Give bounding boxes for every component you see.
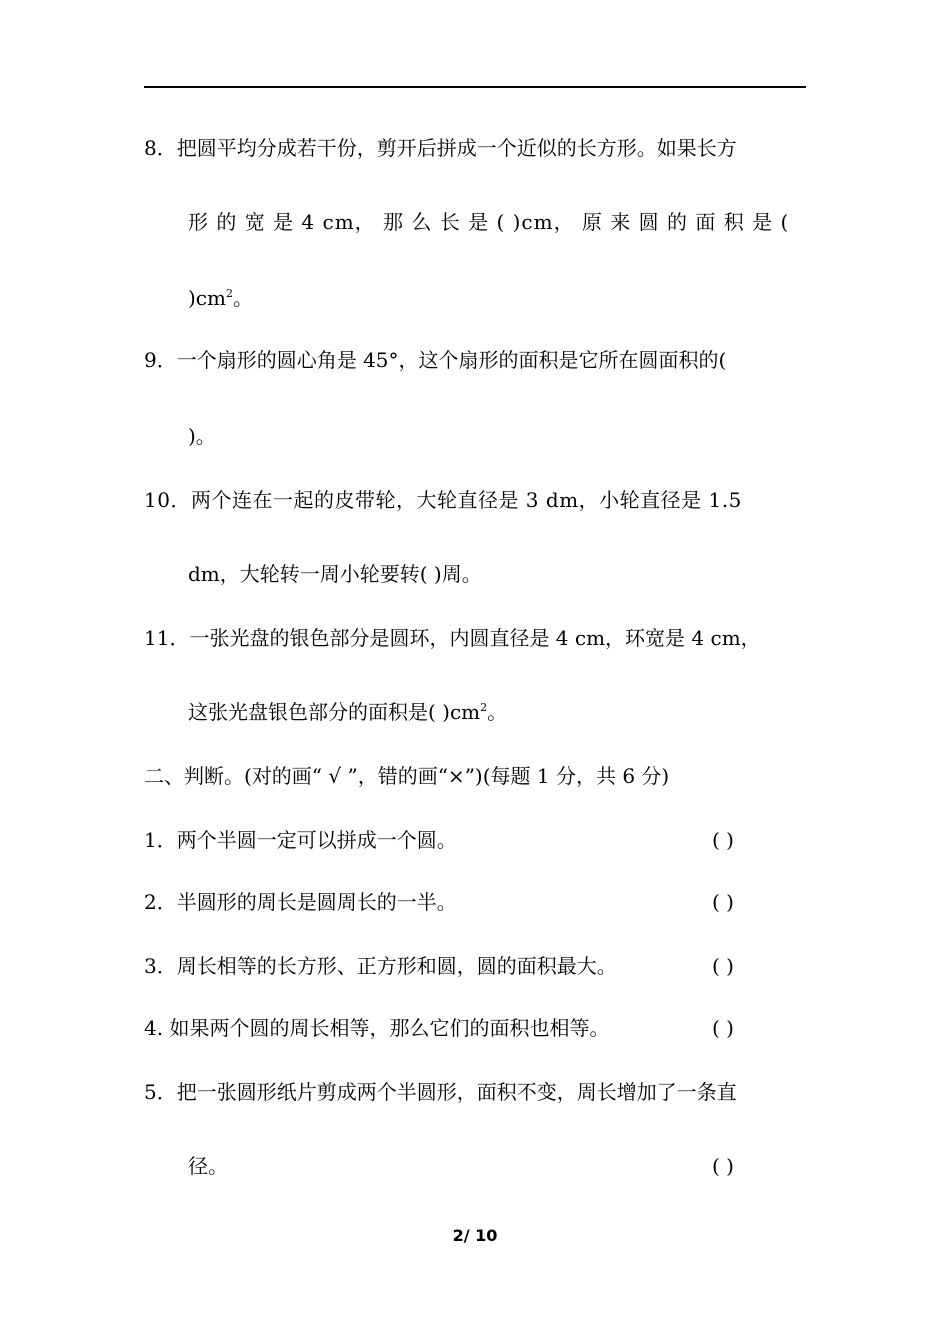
header-rule [144,86,806,88]
page-number: 2/ 10 [452,1226,498,1245]
question-10-line-1: 10．两个连在一起的皮带轮，大轮直径是 3 dm，小轮直径是 1.5 [144,488,742,512]
question-8-line-1: 8．把圆平均分成若干份，剪开后拼成一个近似的长方形。如果长方 [144,136,737,160]
question-9-line-1: 9．一个扇形的圆心角是 45°，这个扇形的面积是它所在圆面积的( [144,348,727,372]
question-8-line-2: 形 的 宽 是 4 cm， 那 么 长 是 ( )cm， 原 来 圆 的 面 积 是 ( [188,210,790,234]
judge-item-5-cont: 径。 [188,1154,228,1178]
judge-item-3: 3．周长相等的长方形、正方形和圆，圆的面积最大。 [144,954,617,978]
judge-answer-4[interactable]: ( ) [712,1016,734,1040]
question-9-line-2: )。 [188,424,216,448]
judge-item-2: 2．半圆形的周长是圆周长的一半。 [144,890,457,914]
judge-answer-1[interactable]: ( ) [712,828,734,852]
question-10-line-2: dm，大轮转一周小轮要转( )周。 [188,562,482,586]
question-11-line-2: 这张光盘银色部分的面积是( )$cm^2$。 [188,700,508,724]
question-11-line-1: 11．一张光盘的银色部分是圆环，内圆直径是 4 cm，环宽是 4 cm， [144,626,761,650]
judge-item-1: 1．两个半圆一定可以拼成一个圆。 [144,828,457,852]
judge-answer-3[interactable]: ( ) [712,954,734,978]
judge-item-5: 5．把一张圆形纸片剪成两个半圆形，面积不变，周长增加了一条直 [144,1080,737,1104]
question-8-line-3: )$cm^2$。 [188,286,253,310]
judge-answer-2[interactable]: ( ) [712,890,734,914]
section-2-heading: 二、判断。(对的画“ √ ”，错的画“×”)(每题 1 分，共 6 分) [144,764,670,788]
judge-item-4: 4. 如果两个圆的周长相等，那么它们的面积也相等。 [144,1016,610,1040]
judge-answer-5[interactable]: ( ) [712,1154,734,1178]
